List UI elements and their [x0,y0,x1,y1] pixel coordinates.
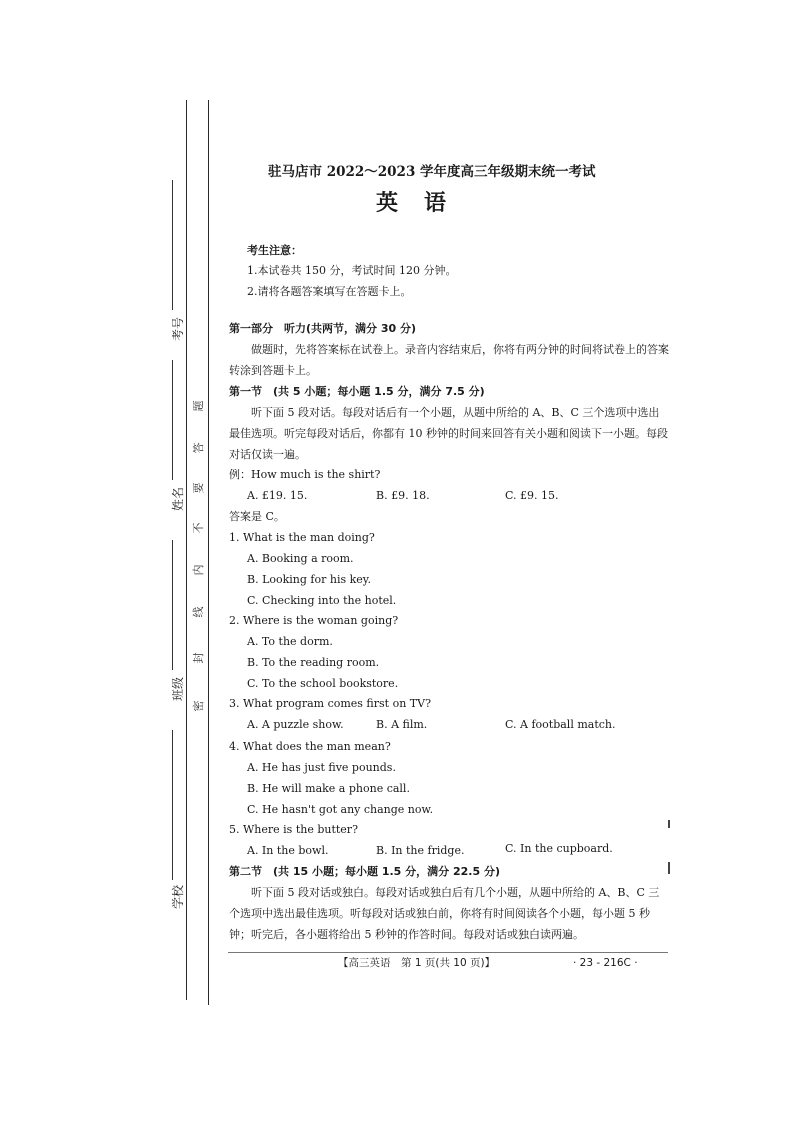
seal-char: 答 [192,442,205,454]
exam-title: 驻马店市 2022～2023 学年度高三年级期末统一考试 [268,164,596,180]
seal-char: 要 [192,482,205,494]
seal-char: 题 [192,400,205,412]
seal-char: 封 [192,652,205,664]
q4-option-b: B. He will make a phone call. [247,782,410,795]
school-label: 学校 [171,884,186,910]
q3-option-a: A. A puzzle show. [247,718,344,731]
q3-option-c: C. A football match. [505,718,616,731]
question-2: 2. Where is the woman going? [229,614,399,627]
margin-line-outer [186,100,187,1000]
q4-option-c: C. He hasn't got any change now. [247,803,434,816]
page-footer-code: · 23 - 216C · [573,957,638,969]
section1-heading: 第一节 (共 5 小题；每小题 1.5 分，满分 7.5 分) [229,385,485,398]
q1-option-a: A. Booking a room. [247,552,354,565]
section2-heading: 第二节 (共 15 小题；每小题 1.5 分，满分 22.5 分) [229,865,500,878]
seal-char: 内 [192,564,205,576]
scan-mark [668,820,670,828]
question-3: 3. What program comes first on TV? [229,697,431,710]
question-1: 1. What is the man doing? [229,531,375,544]
part1-heading: 第一部分 听力(共两节，满分 30 分) [229,322,417,335]
q2-option-a: A. To the dorm. [247,635,333,648]
q4-option-a: A. He has just five pounds. [247,761,396,774]
part1-instruction: 做题时，先将答案标在试卷上。录音内容结束后，你将有两分钟的时间将试卷上的答案转涂到答题卡上。 [229,343,669,377]
question-4: 4. What does the man mean? [229,740,391,753]
section1-instruction: 听下面 5 段对话。每段对话后有一个小题，从题中所给的 A、B、C 三个选项中选出最佳选项。听完每段对话后，你都有 10 秒钟的时间来回答有关小题和阅读下一小题。每段对话仅读一遍。 [229,406,668,461]
notice-heading: 考生注意： [247,244,302,257]
scan-mark [668,862,670,874]
example-option-a: A. £19. 15. [247,489,308,502]
q5-option-b: B. In the fridge. [376,844,465,857]
q5-option-a: A. In the bowl. [247,844,329,857]
q2-option-c: C. To the school bookstore. [247,677,399,690]
notice-item: 1.本试卷共 150 分，考试时间 120 分钟。 [247,264,457,277]
example-option-c: C. £9. 15. [505,489,559,502]
question-5: 5. Where is the butter? [229,823,358,836]
q1-option-c: C. Checking into the hotel. [247,594,397,607]
section2-instruction: 听下面 5 段对话或独白。每段对话或独白后有几个小题，从题中所给的 A、B、C 三个选项中选出最佳选项。听每段对话或独白前，你将有时间阅读各个小题，每小题 5 秒钟；听完后，各小题将给出 5 秒钟的作答时间。每段对话或独白读两遍。 [229,886,660,941]
school-field-line[interactable] [172,730,173,880]
q1-option-b: B. Looking for his key. [247,573,372,586]
q5-option-c: C. In the cupboard. [505,842,613,855]
notice-item: 2.请将各题答案填写在答题卡上。 [247,285,412,298]
seal-char: 密 [192,700,205,712]
q2-option-b: B. To the reading room. [247,656,380,669]
exam-no-label: 考号 [171,316,186,342]
exam-no-field-line[interactable] [172,180,173,310]
class-field-line[interactable] [172,540,173,670]
class-label: 班级 [171,676,186,702]
page-footer-label: 【高三英语 第 1 页(共 10 页)】 [338,957,496,969]
name-label: 姓名 [171,486,186,512]
example-option-b: B. £9. 18. [376,489,430,502]
margin-line-inner [208,100,209,1005]
example-question: 例：How much is the shirt? [229,468,381,481]
subject-title: 英 语 [376,190,449,216]
q3-option-b: B. A film. [376,718,428,731]
example-answer: 答案是 C。 [229,510,285,523]
footer-rule [228,952,668,953]
name-field-line[interactable] [172,360,173,480]
seal-char: 线 [192,606,205,618]
seal-char: 不 [192,522,205,534]
